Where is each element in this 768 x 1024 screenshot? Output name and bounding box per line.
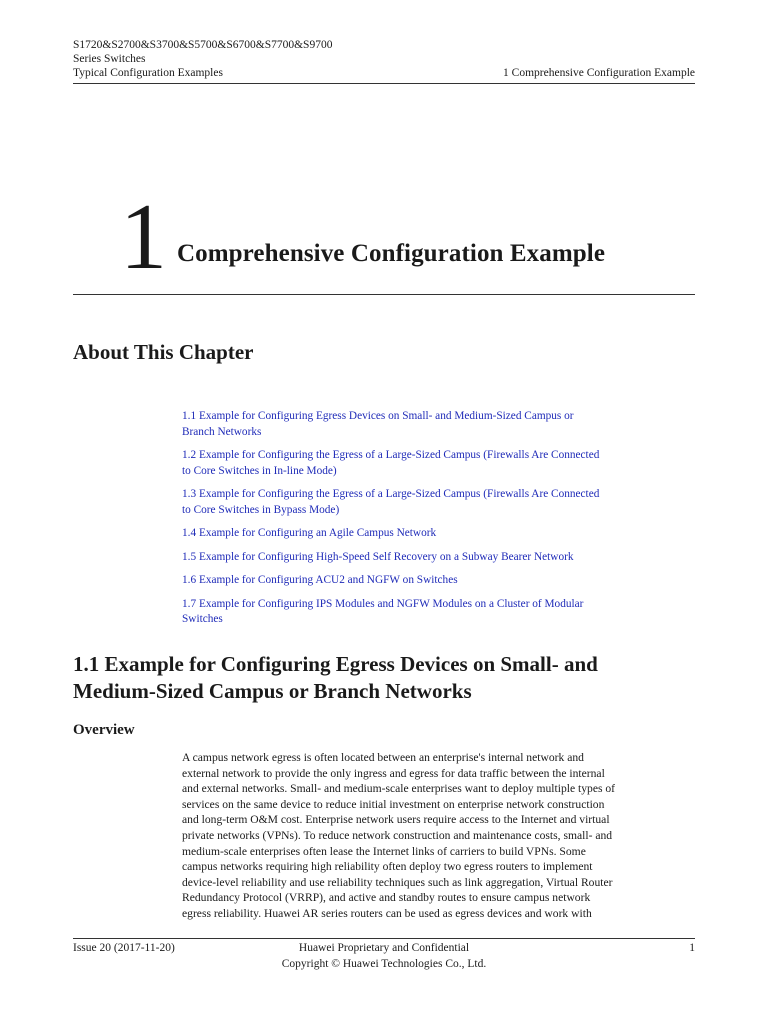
header-row	[73, 66, 695, 80]
paragraph-line: external network to provide the only ingress and egress for data traffic between the internal	[182, 766, 605, 780]
section-heading	[73, 651, 713, 705]
toc-link-1-7[interactable]	[182, 597, 697, 628]
overview-heading: Overview	[73, 722, 135, 738]
toc-link-line: Branch Networks	[182, 425, 262, 438]
paragraph-line: private networks (VPNs). To reduce network construction and maintenance costs, small- and	[182, 828, 613, 842]
toc-link-1-5[interactable]	[182, 550, 697, 566]
chapter-divider	[73, 294, 695, 295]
toc-link-line: 1.3 Example for Configuring the Egress of a Large-Sized Campus (Firewalls Are Connected	[182, 488, 600, 500]
toc-link-line: 1.1 Example for Configuring Egress Devices on Small- and Medium-Sized Campus or	[182, 410, 574, 422]
toc-link-1-1[interactable]	[182, 409, 697, 440]
paragraph-line: egress reliability. Huawei AR series routers can be used as egress devices and work with	[182, 906, 592, 920]
toc-link-line: 1.6 Example for Configuring ACU2 and NGFW on Switches	[182, 574, 458, 586]
toc-link-line: to Core Switches in Bypass Mode)	[182, 503, 340, 516]
paragraph-line: medium-scale enterprises often lease the Internet links of carriers to build VPNs. Some	[182, 844, 586, 858]
footer-page-number: 1	[689, 942, 695, 954]
header-doc-title: Typical Configuration Examples	[73, 67, 223, 79]
toc-link-1-4[interactable]	[182, 526, 697, 542]
about-chapter-heading: About This Chapter	[73, 340, 254, 364]
paragraph-line: services on the same device to reduce initial investment on enterprise network construction	[182, 797, 605, 811]
footer-proprietary: Huawei Proprietary and Confidential	[298, 942, 470, 954]
chapter-title: Comprehensive Configuration Example	[177, 240, 606, 267]
paragraph-line: A campus network egress is often located between an enterprise's internal network and	[182, 751, 584, 764]
paragraph-line: campus networks requiring high reliability often deploy two egress routers to implement	[182, 860, 593, 874]
paragraph-line: and long-term O&M cost. Enterprise network users require access to the Internet and virtual	[182, 813, 610, 827]
toc-link-1-6[interactable]	[182, 573, 697, 589]
toc-link-1-2[interactable]	[182, 448, 697, 479]
chapter-heading	[120, 185, 700, 289]
section-heading-line: Medium-Sized Campus or Branch Networks	[73, 679, 472, 703]
toc-link-line: Switches	[182, 613, 223, 625]
header-chapter-title: 1 Comprehensive Configuration Example	[503, 67, 695, 79]
header-series: Series Switches	[73, 53, 146, 65]
toc-link-line: 1.2 Example for Configuring the Egress of a Large-Sized Campus (Firewalls Are Connected	[182, 449, 600, 461]
paragraph-line: Redundancy Protocol (VRRP), and active and standby routes to ensure campus network	[182, 891, 591, 905]
toc-link-line: 1.4 Example for Configuring an Agile Campus Network	[182, 527, 437, 539]
chapter-toc	[182, 409, 697, 636]
footer-divider	[73, 938, 695, 939]
toc-link-line: 1.5 Example for Configuring High-Speed Self Recovery on a Subway Bearer Network	[182, 550, 574, 563]
chapter-number: 1	[120, 185, 167, 289]
header-product-line: S1720&S2700&S3700&S5700&S6700&S7700&S9700	[73, 39, 333, 51]
header-divider	[73, 83, 695, 84]
paragraph-line: device-level reliability and use reliability techniques such as link aggregation, Virtual Router	[182, 875, 613, 889]
running-header	[73, 38, 695, 80]
toc-link-1-3[interactable]	[182, 487, 697, 518]
footer-issue: Issue 20 (2017-11-20)	[73, 942, 175, 954]
paragraph-line: and external networks. Small- and medium-scale enterprises want to deploy multiple types of	[182, 782, 616, 796]
overview-paragraph	[182, 750, 697, 922]
footer-copyright: Copyright © Huawei Technologies Co., Ltd.	[281, 958, 487, 970]
toc-link-line: to Core Switches in In-line Mode)	[182, 464, 337, 477]
section-heading-line: 1.1 Example for Configuring Egress Devices on Small- and	[73, 652, 598, 676]
toc-link-line: 1.7 Example for Configuring IPS Modules and NGFW Modules on a Cluster of Modular	[182, 597, 584, 610]
